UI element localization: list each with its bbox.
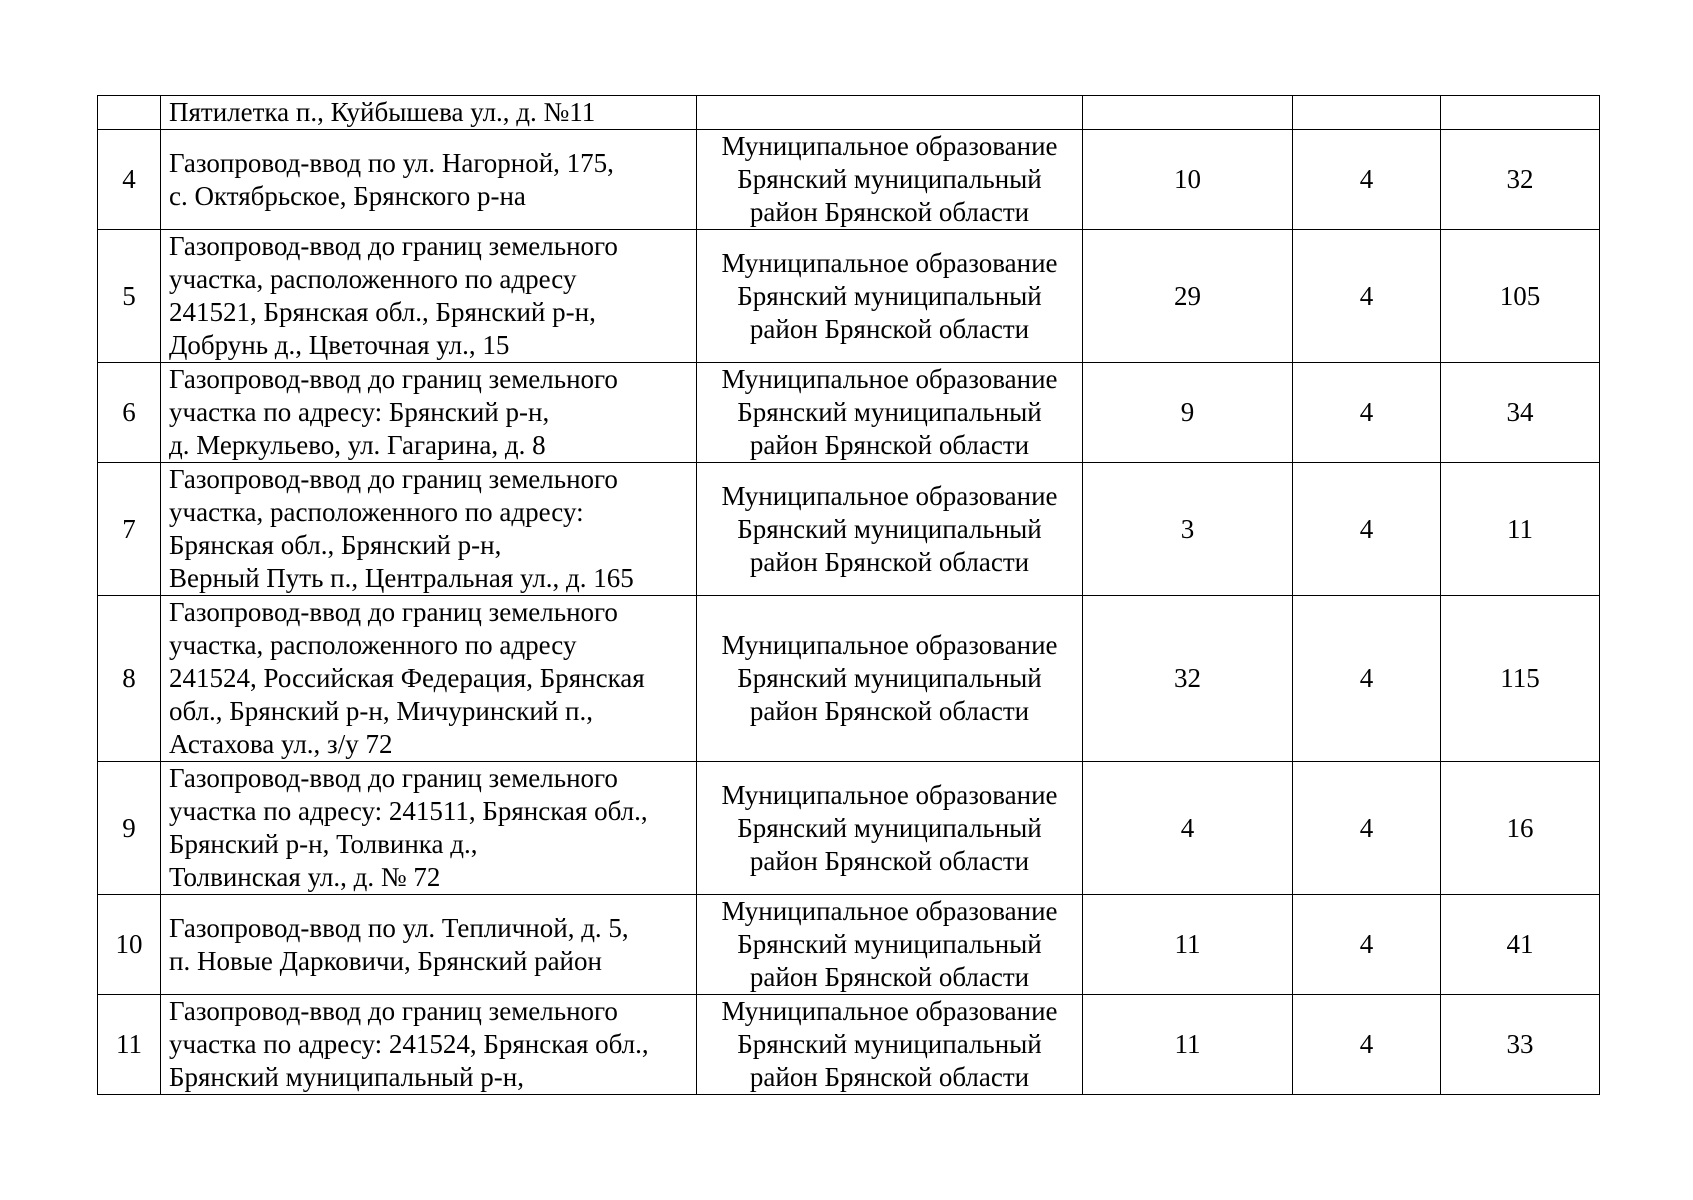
owner-line: Муниципальное образование <box>721 996 1058 1026</box>
owner-line: Брянский муниципальный <box>737 513 1042 544</box>
value-cell-1: 3 <box>1083 463 1293 596</box>
value-cell-1 <box>1083 96 1293 130</box>
value-cell-2: 4 <box>1293 230 1441 363</box>
object-description <box>161 995 697 1095</box>
owner-cell <box>697 96 1083 130</box>
owner-cell <box>697 130 1083 230</box>
owner-line: Муниципальное образование <box>721 480 1058 511</box>
object-description <box>161 895 697 995</box>
owner-line: Брянский муниципальный <box>737 1029 1042 1059</box>
description-line: Газопровод-ввод до границ земельного <box>169 996 618 1026</box>
description-line: участка, расположенного по адресу <box>169 630 577 660</box>
table-row <box>98 130 1600 230</box>
table-row <box>98 230 1600 363</box>
owner-line: Брянский муниципальный <box>737 929 1042 959</box>
owner-line: район Брянской области <box>749 696 1030 726</box>
description-line: участка по адресу: 241524, Брянская обл., <box>169 1029 649 1059</box>
value-cell-3: 32 <box>1441 130 1600 230</box>
table-row <box>98 995 1600 1095</box>
value-cell-1: 11 <box>1083 895 1293 995</box>
owner-line: Брянский муниципальный <box>737 812 1042 843</box>
value-cell-3: 34 <box>1441 363 1600 463</box>
description-line: Брянская обл., Брянский р-н, <box>169 530 502 560</box>
description-line: 241524, Российская Федерация, Брянская <box>169 663 645 693</box>
owner-cell <box>697 596 1083 762</box>
description-line: с. Октябрьское, Брянского р-на <box>169 180 526 211</box>
description-line: Газопровод-ввод по ул. Тепличной, д. 5, <box>169 912 629 943</box>
value-cell-2: 4 <box>1293 762 1441 895</box>
row-number: 6 <box>98 363 161 463</box>
value-cell-3: 11 <box>1441 463 1600 596</box>
object-description <box>161 463 697 596</box>
description-line: п. Новые Дарковичи, Брянский район <box>169 945 602 976</box>
value-cell-2 <box>1293 96 1441 130</box>
value-cell-2: 4 <box>1293 596 1441 762</box>
value-cell-3: 105 <box>1441 230 1600 363</box>
description-line: участка, расположенного по адресу: <box>169 497 584 527</box>
value-cell-3: 33 <box>1441 995 1600 1095</box>
description-line: участка по адресу: 241511, Брянская обл., <box>169 796 648 826</box>
owner-line: Брянский муниципальный <box>737 280 1042 311</box>
owner-line: район Брянской области <box>749 197 1030 227</box>
owner-line: район Брянской области <box>749 1062 1030 1092</box>
description-line: Толвинская ул., д. № 72 <box>169 862 441 892</box>
value-cell-3: 16 <box>1441 762 1600 895</box>
owner-line: Муниципальное образование <box>721 364 1058 394</box>
owner-line: Муниципальное образование <box>721 779 1058 810</box>
value-cell-3: 115 <box>1441 596 1600 762</box>
owner-line: район Брянской области <box>749 845 1030 876</box>
object-description <box>161 596 697 762</box>
description-line: обл., Брянский р-н, Мичуринский п., <box>169 696 593 726</box>
owner-cell <box>697 230 1083 363</box>
description-line: участка, расположенного по адресу <box>169 264 577 294</box>
owner-line: Брянский муниципальный <box>737 397 1042 427</box>
owner-line: Брянский муниципальный <box>737 164 1042 194</box>
owner-cell <box>697 363 1083 463</box>
owner-line: Муниципальное образование <box>721 630 1058 660</box>
row-number: 8 <box>98 596 161 762</box>
owner-cell <box>697 762 1083 895</box>
description-line: Газопровод-ввод по ул. Нагорной, 175, <box>169 147 614 178</box>
description-line: участка по адресу: Брянский р-н, <box>169 397 550 427</box>
value-cell-3 <box>1441 96 1600 130</box>
description-line: Верный Путь п., Центральная ул., д. 165 <box>169 563 634 593</box>
value-cell-3: 41 <box>1441 895 1600 995</box>
owner-cell <box>697 463 1083 596</box>
description-line: Пятилетка п., Куйбышева ул., д. №11 <box>169 97 596 127</box>
table-row <box>98 762 1600 895</box>
description-line: Газопровод-ввод до границ земельного <box>169 464 618 494</box>
gas-pipeline-table <box>97 95 1600 1095</box>
value-cell-1: 11 <box>1083 995 1293 1095</box>
row-number: 5 <box>98 230 161 363</box>
owner-line: Муниципальное образование <box>721 247 1058 278</box>
object-description <box>161 230 697 363</box>
table-body <box>98 96 1600 1095</box>
value-cell-2: 4 <box>1293 463 1441 596</box>
row-number: 7 <box>98 463 161 596</box>
value-cell-2: 4 <box>1293 130 1441 230</box>
value-cell-1: 29 <box>1083 230 1293 363</box>
row-number <box>98 96 161 130</box>
row-number: 4 <box>98 130 161 230</box>
description-line: 241521, Брянская обл., Брянский р-н, <box>169 297 596 327</box>
table-row <box>98 895 1600 995</box>
value-cell-1: 10 <box>1083 130 1293 230</box>
description-line: Газопровод-ввод до границ земельного <box>169 364 618 394</box>
owner-line: Брянский муниципальный <box>737 663 1042 693</box>
owner-cell <box>697 995 1083 1095</box>
value-cell-1: 9 <box>1083 363 1293 463</box>
owner-line: Муниципальное образование <box>721 896 1058 926</box>
value-cell-2: 4 <box>1293 895 1441 995</box>
description-line: д. Меркульево, ул. Гагарина, д. 8 <box>169 430 546 460</box>
object-description <box>161 363 697 463</box>
description-line: Газопровод-ввод до границ земельного <box>169 231 618 261</box>
description-line: Добрунь д., Цветочная ул., 15 <box>169 330 510 360</box>
description-line: Брянский р-н, Толвинка д., <box>169 829 478 859</box>
owner-line: район Брянской области <box>749 962 1030 992</box>
object-description <box>161 130 697 230</box>
description-line: Брянский муниципальный р-н, <box>169 1062 524 1092</box>
table-row <box>98 363 1600 463</box>
value-cell-1: 4 <box>1083 762 1293 895</box>
owner-line: район Брянской области <box>749 430 1030 460</box>
row-number: 9 <box>98 762 161 895</box>
value-cell-1: 32 <box>1083 596 1293 762</box>
table-row <box>98 463 1600 596</box>
owner-line: Муниципальное образование <box>721 131 1058 161</box>
table-row <box>98 96 1600 130</box>
description-line: Газопровод-ввод до границ земельного <box>169 763 618 793</box>
row-number: 10 <box>98 895 161 995</box>
description-line: Газопровод-ввод до границ земельного <box>169 597 618 627</box>
value-cell-2: 4 <box>1293 363 1441 463</box>
description-line: Астахова ул., з/у 72 <box>169 729 393 759</box>
owner-line: район Брянской области <box>749 546 1030 577</box>
table-row <box>98 596 1600 762</box>
object-description <box>161 96 697 130</box>
row-number: 11 <box>98 995 161 1095</box>
owner-line: район Брянской области <box>749 313 1030 344</box>
owner-cell <box>697 895 1083 995</box>
value-cell-2: 4 <box>1293 995 1441 1095</box>
object-description <box>161 762 697 895</box>
